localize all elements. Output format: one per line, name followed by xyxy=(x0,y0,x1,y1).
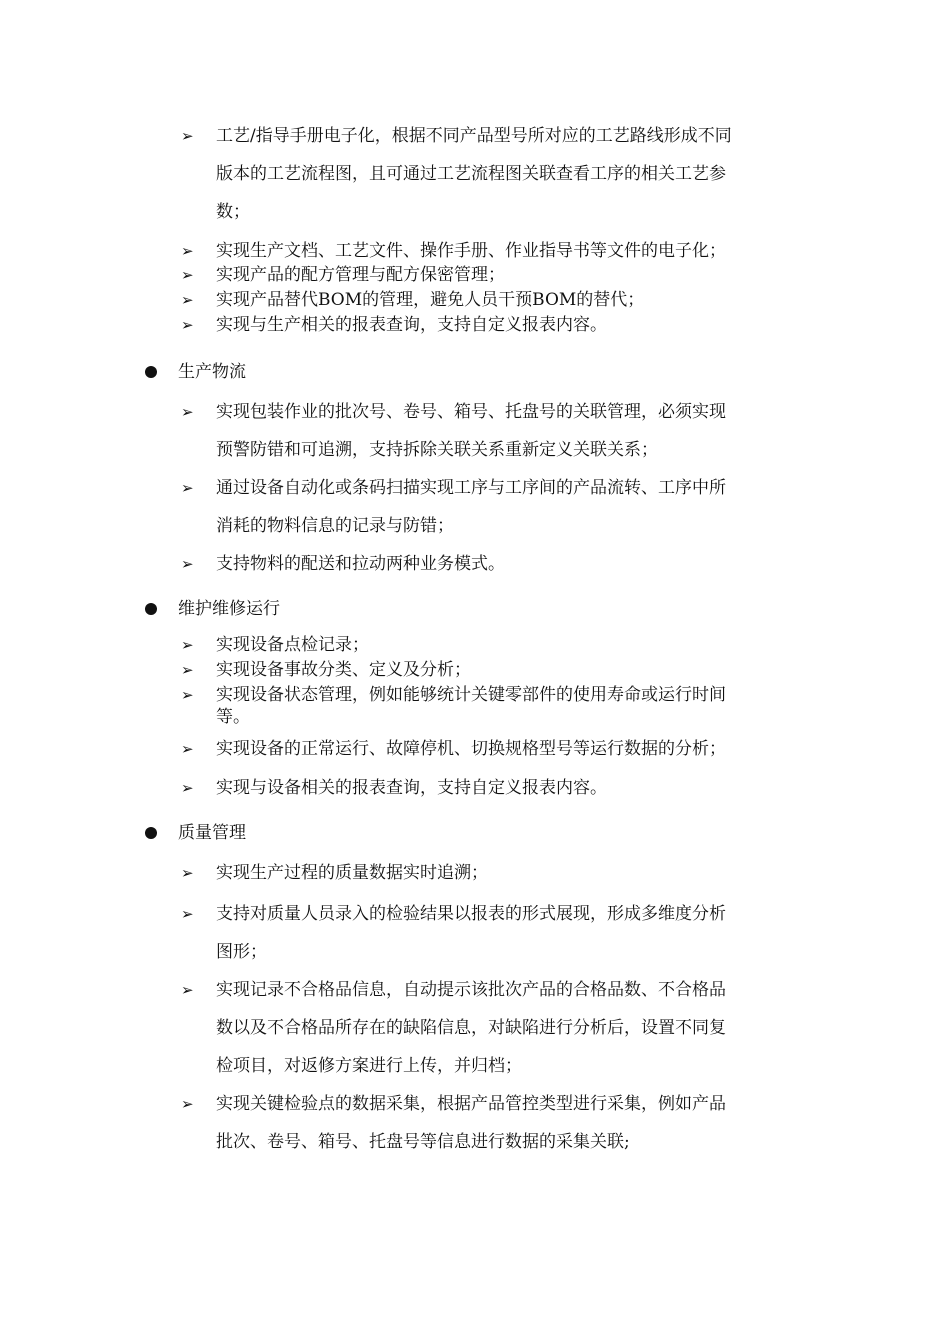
list-item xyxy=(216,469,796,545)
list-item-line: 通过设备自动化或条码扫描实现工序与工序间的产品流转、工序中所 xyxy=(216,478,726,498)
list-item-line: 图形； xyxy=(216,942,267,962)
list-item-line: 实现与设备相关的报表查询，支持自定义报表内容。 xyxy=(216,778,607,798)
section-heading: 质量管理 xyxy=(178,823,246,843)
section-bullet-icon xyxy=(145,366,157,378)
list-item xyxy=(216,393,796,469)
arrow-bullet-icon: ➢ xyxy=(181,291,194,309)
section-bullet-icon xyxy=(145,827,157,839)
arrow-bullet-icon: ➢ xyxy=(181,740,194,758)
list-item-line: 实现设备状态管理，例如能够统计关键零部件的使用寿命或运行时间 xyxy=(216,685,726,705)
arrow-bullet-icon: ➢ xyxy=(181,242,194,260)
list-item xyxy=(216,659,796,681)
list-item-line: 实现包装作业的批次号、卷号、箱号、托盘号的关联管理，必须实现 xyxy=(216,402,726,422)
list-item-line: 实现生产过程的质量数据实时追溯； xyxy=(216,863,488,883)
arrow-bullet-icon: ➢ xyxy=(181,266,194,284)
section-bullet-icon xyxy=(145,603,157,615)
list-item-line: 支持对质量人员录入的检验结果以报表的形式展现，形成多维度分析 xyxy=(216,904,726,924)
list-item-line: 实现与生产相关的报表查询，支持自定义报表内容。 xyxy=(216,315,607,335)
list-item xyxy=(216,289,796,311)
list-item xyxy=(216,1085,796,1161)
arrow-bullet-icon: ➢ xyxy=(181,779,194,797)
arrow-bullet-icon: ➢ xyxy=(181,555,194,573)
list-item-line: 实现产品替代BOM的管理，避免人员干预BOM的替代； xyxy=(216,290,645,310)
list-item-line: 支持物料的配送和拉动两种业务模式。 xyxy=(216,554,505,574)
arrow-bullet-icon: ➢ xyxy=(181,981,194,999)
list-item-line: 实现生产文档、工艺文件、操作手册、作业指导书等文件的电子化； xyxy=(216,241,726,261)
list-item-line: 工艺/指导手册电子化，根据不同产品型号所对应的工艺路线形成不同 xyxy=(216,126,732,146)
list-item xyxy=(216,240,796,262)
list-item-line: 实现记录不合格品信息，自动提示该批次产品的合格品数、不合格品 xyxy=(216,980,726,1000)
arrow-bullet-icon: ➢ xyxy=(181,636,194,654)
list-item-line: 实现设备点检记录； xyxy=(216,635,369,655)
list-item xyxy=(216,971,796,1085)
arrow-bullet-icon: ➢ xyxy=(181,316,194,334)
arrow-bullet-icon: ➢ xyxy=(181,864,194,882)
list-item xyxy=(216,634,796,656)
arrow-bullet-icon: ➢ xyxy=(181,479,194,497)
list-item xyxy=(216,684,796,728)
arrow-bullet-icon: ➢ xyxy=(181,403,194,421)
list-item-line: 实现关键检验点的数据采集，根据产品管控类型进行采集，例如产品 xyxy=(216,1094,726,1114)
arrow-bullet-icon: ➢ xyxy=(181,686,194,704)
list-item xyxy=(216,895,796,971)
list-item-line: 等。 xyxy=(216,707,250,727)
list-item-line: 版本的工艺流程图，且可通过工艺流程图关联查看工序的相关工艺参 xyxy=(216,164,726,184)
section-heading: 维护维修运行 xyxy=(178,599,280,619)
list-item xyxy=(216,314,796,336)
list-item xyxy=(216,117,796,231)
arrow-bullet-icon: ➢ xyxy=(181,661,194,679)
list-item-line: 消耗的物料信息的记录与防错； xyxy=(216,516,454,536)
list-item-line: 实现设备事故分类、定义及分析； xyxy=(216,660,471,680)
list-item xyxy=(216,777,796,799)
list-item-line: 数以及不合格品所存在的缺陷信息，对缺陷进行分析后，设置不同复 xyxy=(216,1018,726,1038)
arrow-bullet-icon: ➢ xyxy=(181,1095,194,1113)
list-item-line: 数； xyxy=(216,202,250,222)
list-item-line: 预警防错和可追溯，支持拆除关联关系重新定义关联关系； xyxy=(216,440,658,460)
list-item xyxy=(216,545,796,583)
list-item-line: 实现设备的正常运行、故障停机、切换规格型号等运行数据的分析； xyxy=(216,739,726,759)
list-item xyxy=(216,862,796,884)
list-item xyxy=(216,264,796,286)
list-item-line: 批次、卷号、箱号、托盘号等信息进行数据的采集关联; xyxy=(216,1132,630,1152)
list-item-line: 检项目，对返修方案进行上传，并归档； xyxy=(216,1056,522,1076)
list-item-line: 实现产品的配方管理与配方保密管理； xyxy=(216,265,505,285)
section-heading: 生产物流 xyxy=(178,362,246,382)
list-item xyxy=(216,738,796,760)
arrow-bullet-icon: ➢ xyxy=(181,127,194,145)
arrow-bullet-icon: ➢ xyxy=(181,905,194,923)
